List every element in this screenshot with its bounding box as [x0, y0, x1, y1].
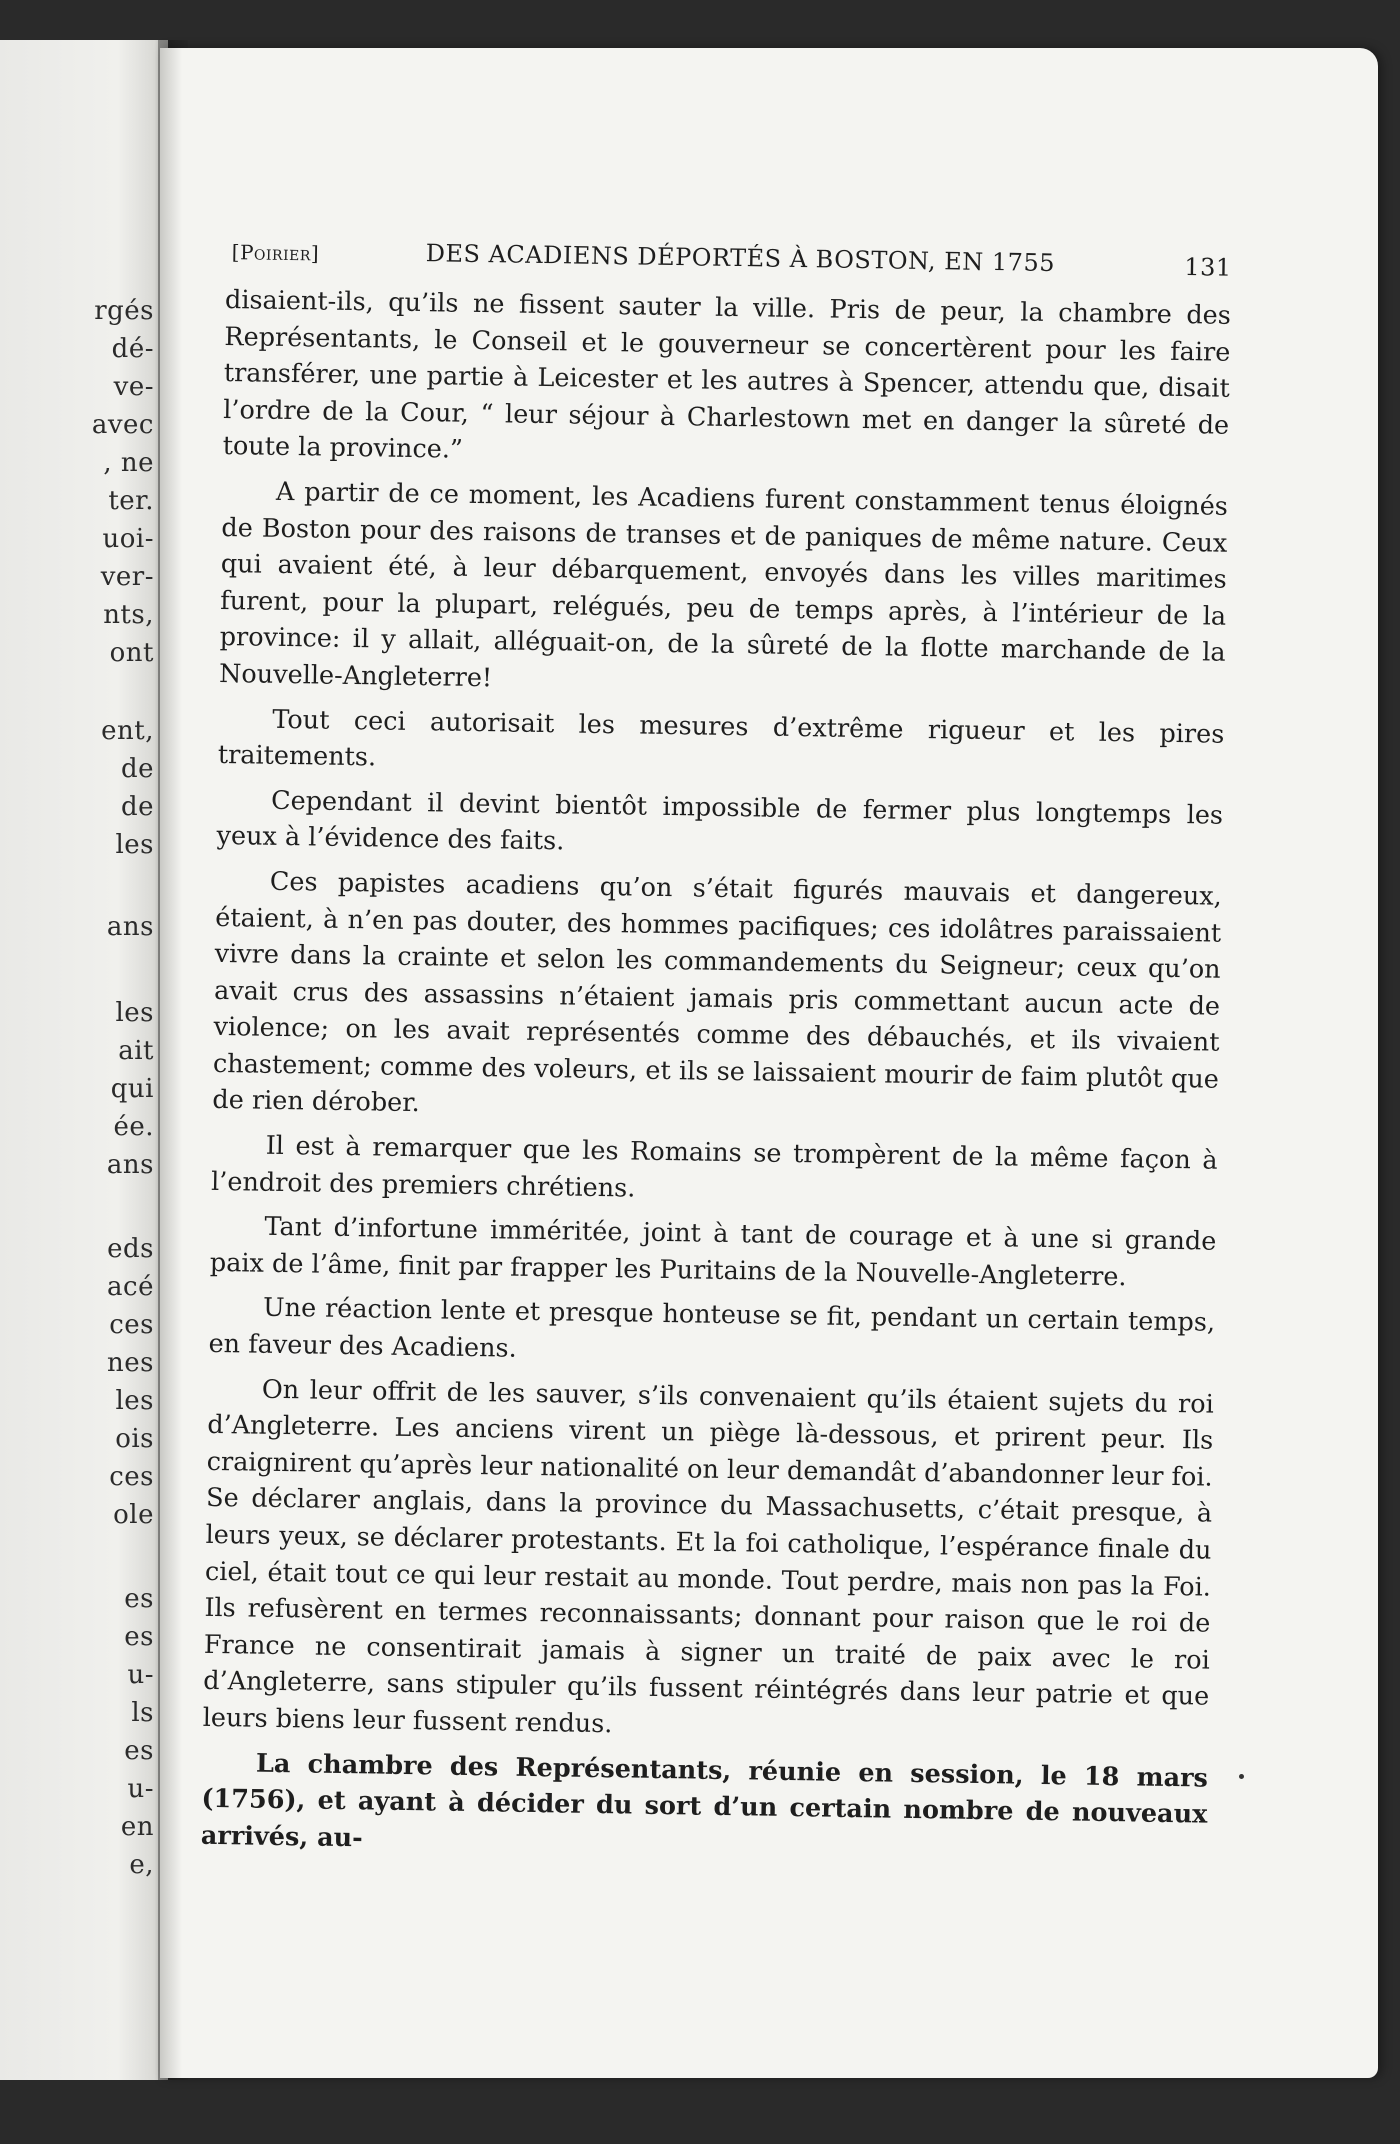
- paragraph: Ces papistes acadiens qu’on s’était figurés mauvais et dangereux, étaient, à n’en pas douter, des hommes pacifiques; ces idolâtres paraissaient vivre dans la crainte et selon les commandements du Seigneur; ceux qu’on avait crus des assassins n’étaient jamais pris commettant aucun acte de violence; on les avait représentés comme des débauchés, et ils vivaient chastement; comme des voleurs, et ils se laissaient mourir de faim plutôt que de rien dérober.: [212, 866, 1222, 1119]
- left-page-fragment: ter.: [108, 486, 154, 516]
- left-page-fragment: ois: [115, 1424, 154, 1454]
- paragraph: Une réaction lente et presque honteuse se fit, pendant un certain temps, en faveur des Acadiens.: [208, 1293, 1216, 1364]
- left-page-fragment: avec: [91, 410, 154, 440]
- paragraph: On leur offrit de les sauver, s’ils convenaient qu’ils étaient sujets du roi d’Angleterre. Les anciens virent un piège là-dessous, et prirent peur. Ils craignirent qu’après leur nationalité on leur demandât d’abandonner leur foi. Se déclarer anglais, dans la province du Massachusetts, c’était presque, à leurs yeux, se déclarer protestants. Et la foi catholique, l’espérance finale du ciel, était tout ce qui leur restait au monde. Tout perdre, mais non pas la Foi. Ils refusèrent en termes reconnaissants; donnant pour raison que le roi de France ne consentirait jamais à signer un traité de paix avec le roi d’Angleterre, sans stipuler qu’ils fussent réintégrés dans leur patrie et que leurs biens leur fussent rendus.: [202, 1374, 1215, 1740]
- left-page-fragment: les: [115, 998, 154, 1028]
- left-page-fragment: eds: [107, 1234, 154, 1264]
- left-page-fragment: ée.: [113, 1112, 154, 1142]
- left-page-fragment: acé: [107, 1272, 154, 1302]
- paragraph: A partir de ce moment, les Acadiens furent constamment tenus éloignés de Boston pour des raisons de transes et de paniques de même nature. Ceux qui avaient été, à leur débarquement, envoyés dans les villes maritimes furent, pour la plupart, relégués, peu de temps après, à l’intérieur de la province: il y allait, alléguait-on, de la sûreté de la flotte marchande de la Nouvelle-Angleterre!: [218, 476, 1229, 694]
- paragraph: Tout ceci autorisait les mesures d’extrême rigueur et les pires traitements.: [217, 704, 1225, 773]
- left-page-fragment: ve-: [113, 372, 154, 402]
- left-page-fragment: es: [124, 1584, 154, 1614]
- left-page-fragment: ls: [131, 1698, 154, 1728]
- left-page-fragment: , ne: [103, 448, 154, 478]
- left-page-fragment: u-: [127, 1660, 154, 1690]
- paragraph: La chambre des Représentants, réunie en session, le 18 mars (1756), et ayant à décider du sort d’un certain nombre de nouveaux arrivés, au-: [200, 1748, 1209, 1854]
- left-page-fragment: les: [115, 1386, 154, 1416]
- right-page: [160, 48, 1378, 2078]
- left-page-fragment: es: [124, 1622, 154, 1652]
- left-page-fragment: ans: [106, 1150, 154, 1180]
- left-page-fragment: les: [115, 830, 154, 860]
- left-page-fragment: e,: [129, 1850, 154, 1880]
- left-page-fragment: de: [120, 754, 154, 784]
- left-page-fragment: ole: [113, 1500, 154, 1530]
- left-page-fragment: nts,: [103, 600, 154, 630]
- left-page-fragment: u-: [127, 1774, 154, 1804]
- left-page-fragment: es: [124, 1736, 154, 1766]
- paragraph: Tant d’infortune imméritée, joint à tant de courage et à une si grande paix de l’âme, finit par frapper les Puritains de la Nouvelle-Angleterre.: [209, 1211, 1217, 1293]
- scan-speck: [1239, 1774, 1244, 1779]
- left-page-fragment: nes: [107, 1348, 154, 1378]
- left-page-fragment: rgés: [94, 296, 154, 326]
- left-page-fragment: ces: [109, 1310, 154, 1340]
- paragraph: Il est à remarquer que les Romains se trompèrent de la même façon à l’endroit des premiers chrétiens.: [210, 1130, 1218, 1204]
- left-page-fragment: ans: [106, 912, 154, 942]
- paragraph: Cependant il devint bientôt impossible de fermer plus longtemps les yeux à l’évidence des faits.: [216, 785, 1224, 857]
- left-page-fragment: ent,: [101, 716, 154, 746]
- left-page-fragment: uoi-: [102, 524, 154, 554]
- left-page-fragment: ces: [109, 1462, 154, 1492]
- left-page-fragment: en: [120, 1812, 154, 1842]
- left-page-fragment: ait: [118, 1036, 154, 1066]
- page-body: [200, 236, 1231, 1878]
- left-page-fragment: qui: [110, 1074, 154, 1104]
- left-page-fragment: de: [120, 792, 154, 822]
- left-page-fragment: ver-: [100, 562, 154, 592]
- header-title: DES ACADIENS DÉPORTÉS À BOSTON, EN 1755: [425, 239, 1056, 278]
- header-author: [Poirier]: [231, 240, 320, 266]
- left-facing-page: [0, 40, 168, 2080]
- page-number: 131: [1184, 253, 1232, 282]
- left-page-fragment: dé-: [111, 334, 154, 364]
- left-page-fragment: ont: [109, 638, 154, 668]
- paragraph: disaient-ils, qu’ils ne fissent sauter la ville. Pris de peur, la chambre des Représentants, le Conseil et le gouverneur se concertèrent pour les faire transférer, une partie à Leicester et les autres à Spencer, attendu que, disait l’ordre de la Cour, “ leur séjour à Charlestown met en danger la sûreté de toute la province.”: [222, 284, 1232, 466]
